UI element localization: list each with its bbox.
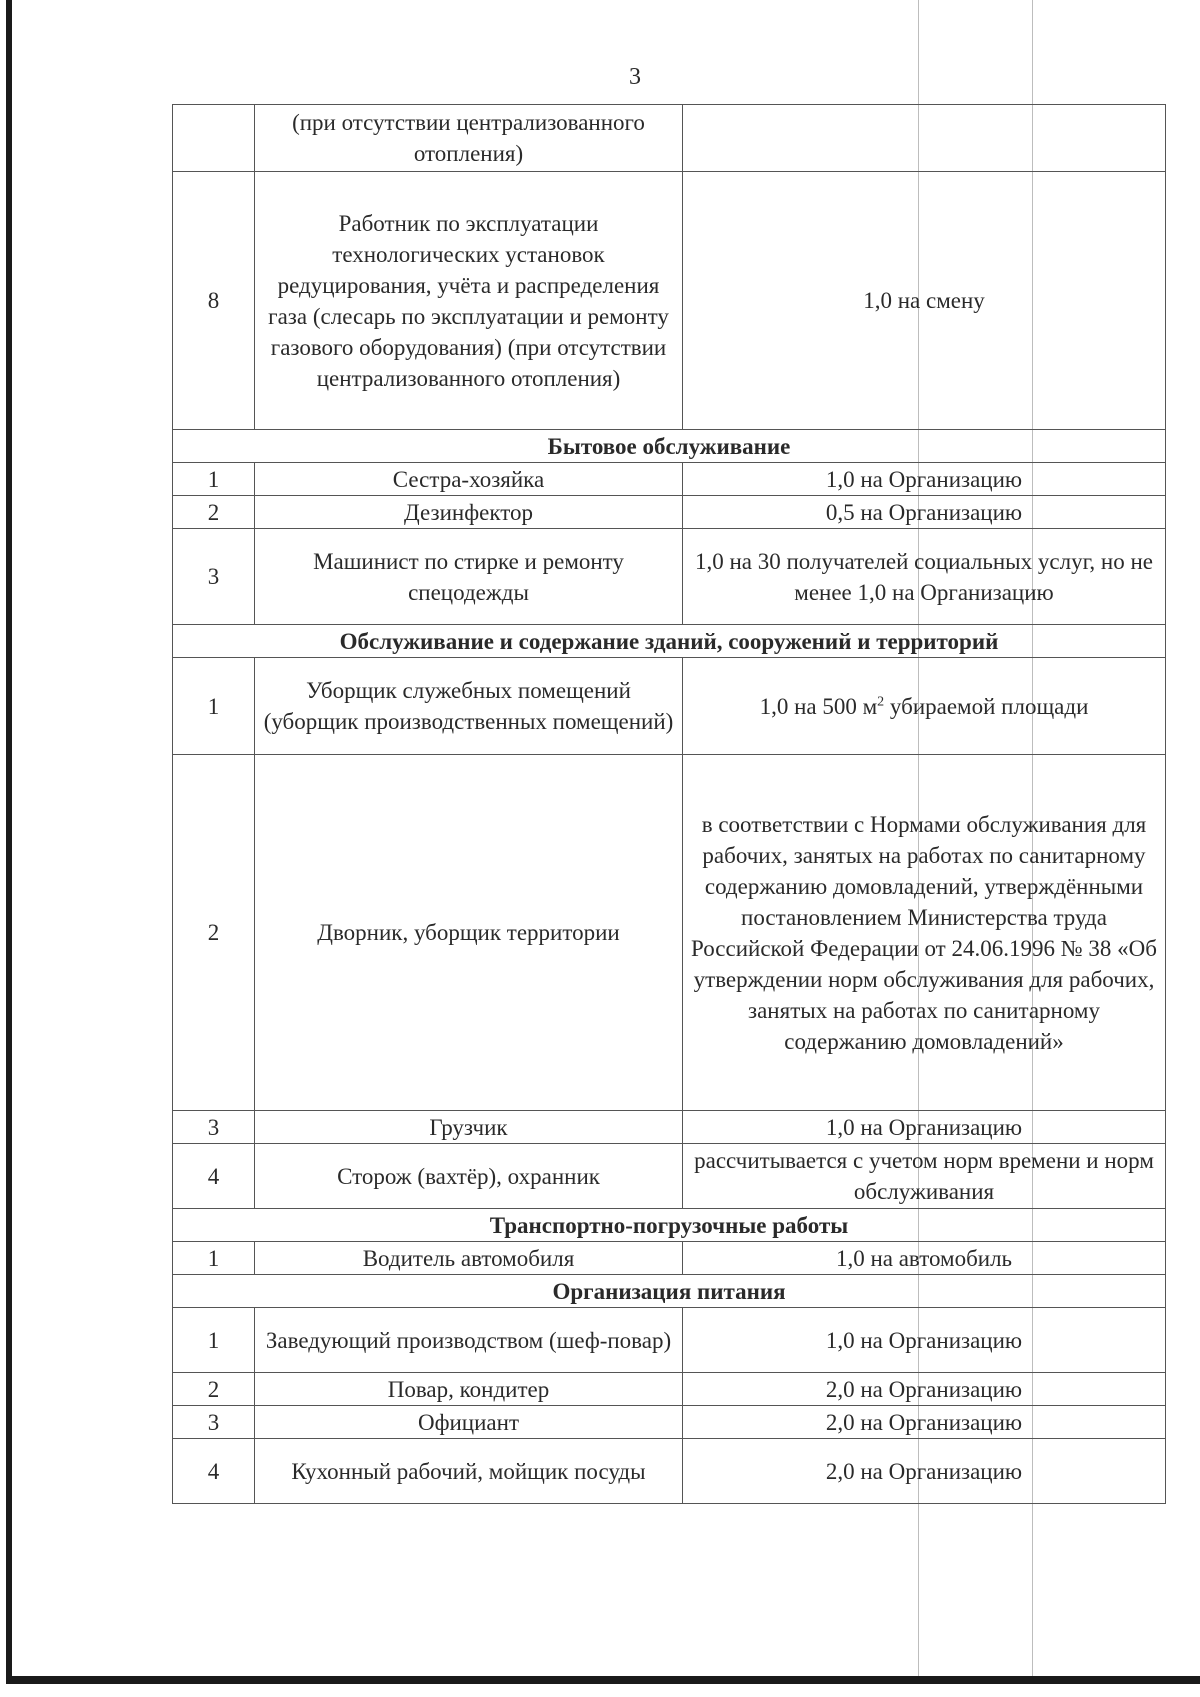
row-number: 1 bbox=[173, 1308, 255, 1373]
staffing-norm: 0,5 на Организацию bbox=[683, 496, 1166, 529]
table-row bbox=[173, 529, 1166, 625]
row-number: 1 bbox=[173, 1242, 255, 1275]
position-title: Уборщик служебных помещений (уборщик производственных помещений) bbox=[255, 658, 683, 755]
position-title: Грузчик bbox=[255, 1111, 683, 1144]
table-row bbox=[173, 1308, 1166, 1373]
staffing-norm bbox=[683, 658, 1166, 755]
position-title: Дворник, уборщик территории bbox=[255, 755, 683, 1111]
staffing-norm bbox=[683, 105, 1166, 172]
row-number: 2 bbox=[173, 496, 255, 529]
position-title: Сторож (вахтёр), охранник bbox=[255, 1144, 683, 1209]
table-row bbox=[173, 1111, 1166, 1144]
staffing-norm: 2,0 на Организацию bbox=[683, 1406, 1166, 1439]
page-border-bottom bbox=[6, 1676, 1200, 1684]
position-title: Машинист по стирке и ремонту спецодежды bbox=[255, 529, 683, 625]
table-row bbox=[173, 658, 1166, 755]
position-title: Заведующий производством (шеф-повар) bbox=[255, 1308, 683, 1373]
row-number: 3 bbox=[173, 1111, 255, 1144]
staffing-norm: 1,0 на Организацию bbox=[683, 1308, 1166, 1373]
position-title: Кухонный рабочий, мойщик посуды bbox=[255, 1439, 683, 1504]
row-number: 2 bbox=[173, 1373, 255, 1406]
section-header-row bbox=[173, 1275, 1166, 1308]
table-row bbox=[173, 1242, 1166, 1275]
staffing-norm: 1,0 на автомобиль bbox=[683, 1242, 1166, 1275]
row-number: 2 bbox=[173, 755, 255, 1111]
staffing-norms-table bbox=[172, 104, 1166, 1504]
staffing-norm: 1,0 на смену bbox=[683, 172, 1166, 430]
table-row bbox=[173, 463, 1166, 496]
norm-text-after: убираемой площади bbox=[884, 693, 1089, 719]
row-number: 1 bbox=[173, 463, 255, 496]
position-title: Сестра-хозяйка bbox=[255, 463, 683, 496]
section-header-row bbox=[173, 625, 1166, 658]
page-number: 3 bbox=[629, 64, 641, 90]
table-row bbox=[173, 496, 1166, 529]
position-title: Дезинфектор bbox=[255, 496, 683, 529]
staffing-norm: в соответствии с Нормами обслуживания для рабочих, занятых на работах по санитарному содержанию домовладений, утверждёнными постановлением Министерства труда Российской Федерации от 24.06.1996 № 38 «Об утверждении норм обслуживания для рабочих, занятых на работах по санитарному содержанию домовладений» bbox=[683, 755, 1166, 1111]
table-row bbox=[173, 1439, 1166, 1504]
row-number: 1 bbox=[173, 658, 255, 755]
section-title: Бытовое обслуживание bbox=[173, 430, 1166, 463]
table-row bbox=[173, 1144, 1166, 1209]
row-number: 4 bbox=[173, 1144, 255, 1209]
position-title: Повар, кондитер bbox=[255, 1373, 683, 1406]
table-row bbox=[173, 105, 1166, 172]
staffing-norm: 1,0 на Организацию bbox=[683, 1111, 1166, 1144]
row-number: 4 bbox=[173, 1439, 255, 1504]
position-title: Официант bbox=[255, 1406, 683, 1439]
position-title: Водитель автомобиля bbox=[255, 1242, 683, 1275]
position-title: Работник по эксплуатации технологических установок редуцирования, учёта и распределения газа (слесарь по эксплуатации и ремонту газового оборудования) (при отсутствии централизованного отопления) bbox=[255, 172, 683, 430]
staffing-norm: рассчитывается с учетом норм времени и норм обслуживания bbox=[683, 1144, 1166, 1209]
staffing-norm: 1,0 на 30 получателей социальных услуг, но не менее 1,0 на Организацию bbox=[683, 529, 1166, 625]
position-title: (при отсутствии централизованного отопления) bbox=[255, 105, 683, 172]
section-header-row bbox=[173, 1209, 1166, 1242]
page-border-left bbox=[6, 0, 12, 1683]
table-row bbox=[173, 172, 1166, 430]
row-number bbox=[173, 105, 255, 172]
section-title: Транспортно-погрузочные работы bbox=[173, 1209, 1166, 1242]
table-body bbox=[173, 105, 1166, 1504]
section-title: Обслуживание и содержание зданий, сооружений и территорий bbox=[173, 625, 1166, 658]
row-number: 3 bbox=[173, 529, 255, 625]
norm-text: 1,0 на 500 м bbox=[759, 693, 878, 719]
row-number: 3 bbox=[173, 1406, 255, 1439]
staffing-norm: 2,0 на Организацию bbox=[683, 1373, 1166, 1406]
row-number: 8 bbox=[173, 172, 255, 430]
table-row bbox=[173, 755, 1166, 1111]
staffing-norm: 2,0 на Организацию bbox=[683, 1439, 1166, 1504]
table-row bbox=[173, 1406, 1166, 1439]
section-header-row bbox=[173, 430, 1166, 463]
table-row bbox=[173, 1373, 1166, 1406]
staffing-norm: 1,0 на Организацию bbox=[683, 463, 1166, 496]
section-title: Организация питания bbox=[173, 1275, 1166, 1308]
norm-superscript: 2 bbox=[877, 693, 885, 709]
